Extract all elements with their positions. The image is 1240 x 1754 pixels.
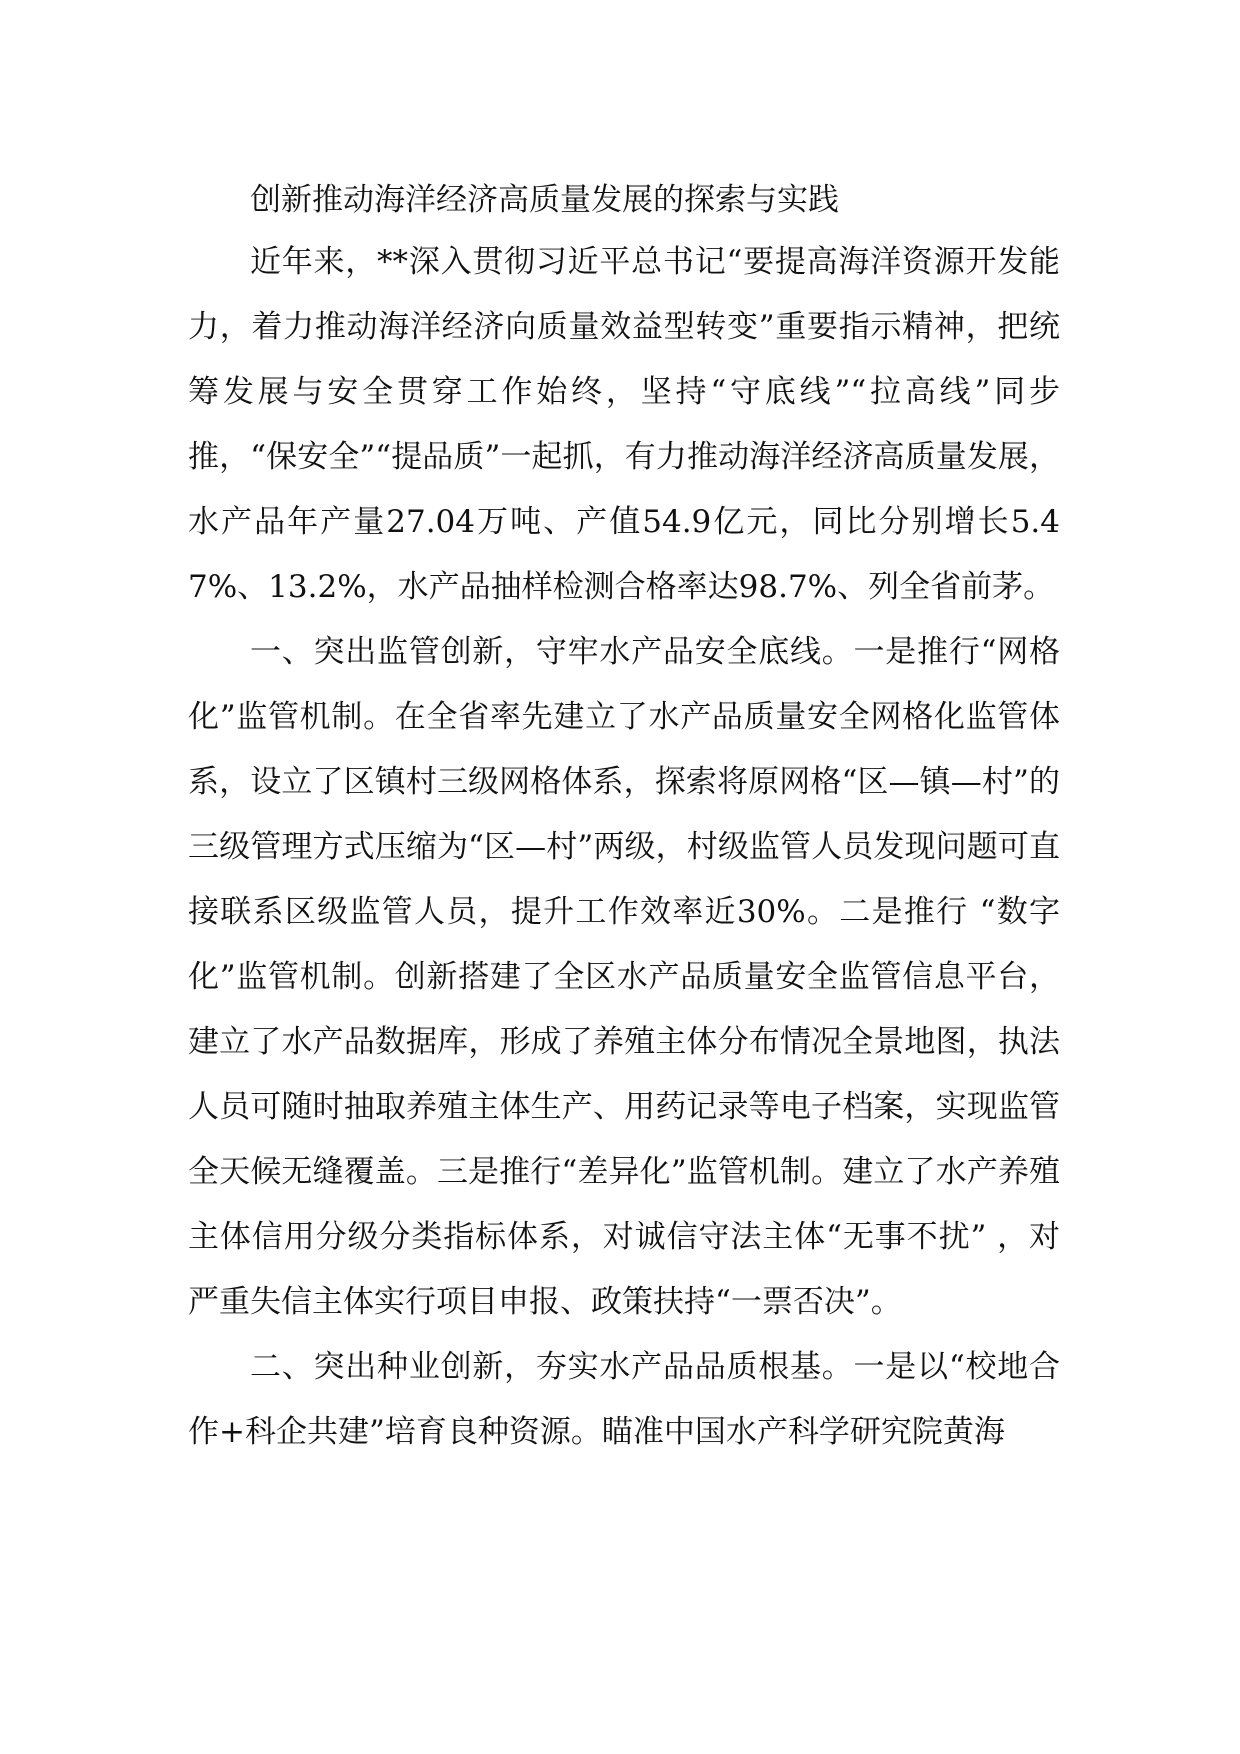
document-title: 创新推动海洋经济高质量发展的探索与实践: [250, 182, 839, 218]
paragraph-section-1: 一、突出监管创新，守牢水产品安全底线。一是推行“网格化”监管机制。在全省率先建立了水产品质量安全网格化监管体系，设立了区镇村三级网格体系，探索将原网格“区—镇—村”的三级管理方式压缩为“区—村”两级，村级监管人员发现问题可直接联系区级监管人员，提升工作效率近30%。二是推行 “数字化”监管机制。创新搭建了全区水产品质量安全监管信息平台，建立了水产品数据库，形成了养殖主体分布情况全景地图，执法人员可随时抽取养殖主体生产、用药记录等电子档案，实现监管全天候无缝覆盖。三是推行“差异化”监管机制。建立了水产养殖主体信用分级分类指标体系，对诚信守法主体“无事不扰” ，对严重失信主体实行项目申报、政策扶持“一票否决”。: [188, 634, 1060, 1320]
paragraph-intro: 近年来，**深入贯彻习近平总书记“要提高海洋资源开发能力，着力推动海洋经济向质量效益型转变”重要指示精神，把统筹发展与安全贯穿工作始终，坚持“守底线”“拉高线”同步推，“保安全”“提品质”一起抓，有力推动海洋经济高质量发展，水产品年产量27.04万吨、产值54.9亿元，同比分别增长5.47%、13.2%，水产品抽样检测合格率达98.7%、列全省前茅。: [188, 244, 1060, 605]
document-body: [188, 170, 1060, 1465]
paragraph-section-2: 二、突出种业创新，夯实水产品品质根基。一是以“校地合作+科企共建”培育良种资源。瞄准中国水产科学研究院黄海: [188, 1349, 1060, 1450]
